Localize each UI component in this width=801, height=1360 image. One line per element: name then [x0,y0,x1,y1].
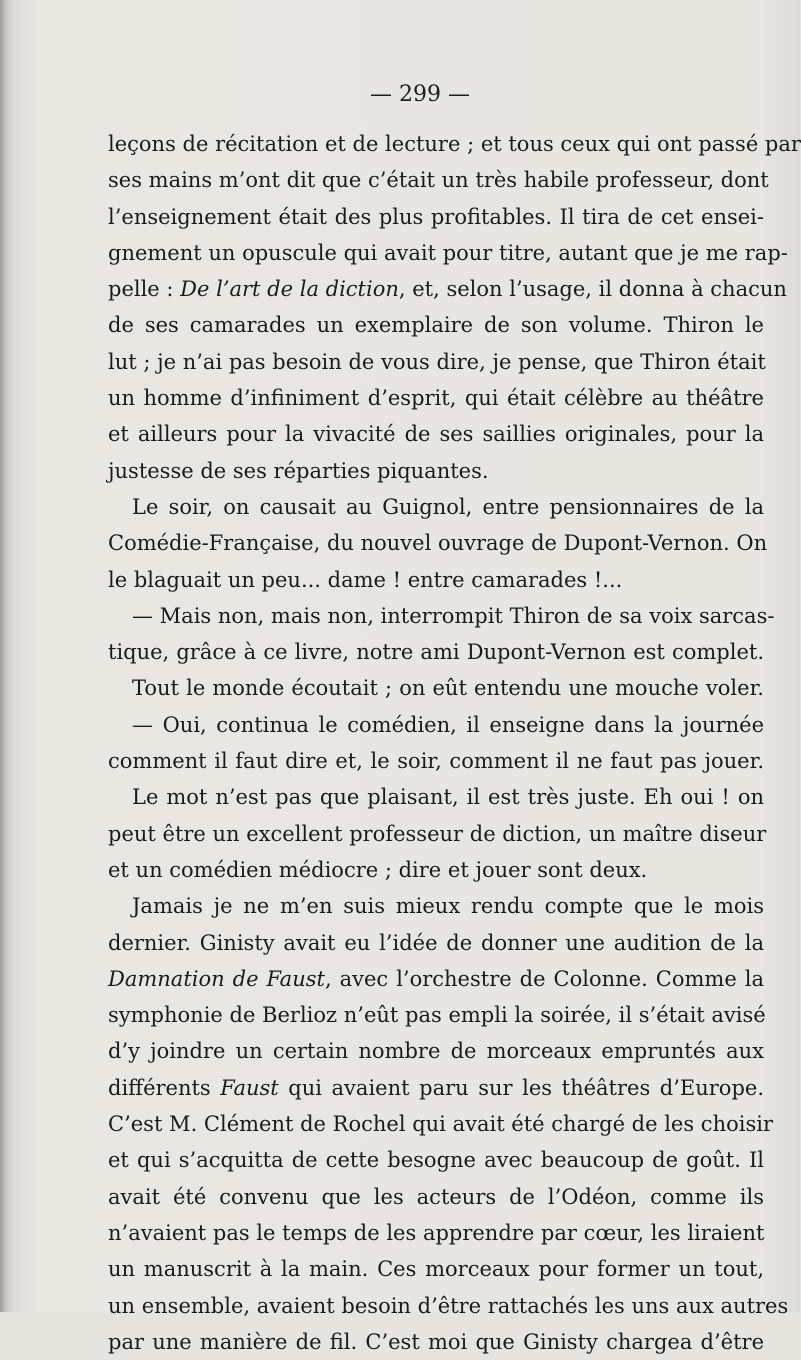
page-number: — 299 — [370,82,470,107]
text-line: Comédie-Française, du nouvel ouvrage de Dupont-Vernon. On [108,531,768,556]
text-line: — Mais non, mais non, interrompit Thiron de sa voix sarcas- [132,603,775,628]
text-line: par une manière de fil. C’est moi que Ginisty chargea d’être [108,1329,764,1354]
work-title: Damnation de Faust [108,966,325,991]
text-line: dernier. Ginisty avait eu l’idée de donner une audition de la [108,930,764,955]
text-line: le blaguait un peu... dame ! entre camarades !... [108,567,623,592]
text-line: lut ; je n’ai pas besoin de vous dire, je pense, que Thiron était [108,349,766,374]
text-line: ses mains m’ont dit que c’était un très habile professeur, dont [108,168,769,193]
text-line: comment il faut dire et, le soir, comment il ne faut pas jouer. [108,749,764,774]
text-line: — Oui, continua le comédien, il enseigne dans la journée [132,712,764,737]
page-body [108,126,801,1360]
text-line: un ensemble, avaient besoin d’être rattachés les uns aux autres [108,1293,789,1318]
text-line: avait été convenu que les acteurs de l’Odéon, comme ils [108,1184,764,1209]
text-line: Le soir, on causait au Guignol, entre pensionnaires de la [132,494,764,519]
text-line: gnement un opuscule qui avait pour titre, autant que je me rap- [108,240,788,265]
text-line: pelle : De l’art de la diction, et, selon l’usage, il donna à chacun [108,277,787,302]
book-title: De l’art de la diction [180,277,399,302]
text-line: C’est M. Clément de Rochel qui avait été chargé de les choisir [108,1112,773,1137]
text-line: Le mot n’est pas que plaisant, il est très juste. Eh oui ! on [132,785,764,810]
text-line: un manuscrit à la main. Ces morceaux pour former un tout, [108,1257,764,1282]
text-line: un homme d’infiniment d’esprit, qui était célèbre au théâtre [108,386,764,411]
text-line: d’y joindre un certain nombre de morceaux empruntés aux [108,1039,764,1064]
text-line: Damnation de Faust, avec l’orchestre de Colonne. Comme la [108,966,764,991]
text-line: l’enseignement était des plus profitables. Il tira de cet ensei- [108,204,764,229]
text-line: Jamais je ne m’en suis mieux rendu compte que le mois [132,894,764,919]
text-line: justesse de ses réparties piquantes. [108,458,489,483]
text-line: Tout le monde écoutait ; on eût entendu une mouche voler. [132,676,764,701]
text-line: peut être un excellent professeur de diction, un maître diseur [108,821,767,846]
text-line: symphonie de Berlioz n’eût pas empli la soirée, il s’était avisé [108,1003,766,1028]
text-line: de ses camarades un exemplaire de son volume. Thiron le [108,313,764,338]
text-line: tique, grâce à ce livre, notre ami Dupont-Vernon est complet. [108,640,764,665]
work-title: Faust [220,1075,279,1100]
text-line: et qui s’acquitta de cette besogne avec beaucoup de goût. Il [108,1148,764,1173]
text-line: et ailleurs pour la vivacité de ses saillies originales, pour la [108,422,764,447]
text-line: et un comédien médiocre ; dire et jouer sont deux. [108,857,648,882]
text-line: n’avaient pas le temps de les apprendre par cœur, les liraient [108,1220,765,1245]
text-line: leçons de récitation et de lecture ; et tous ceux qui ont passé par [108,132,801,156]
text-line: différents Faust qui avaient paru sur les théâtres d’Europe. [108,1075,764,1100]
